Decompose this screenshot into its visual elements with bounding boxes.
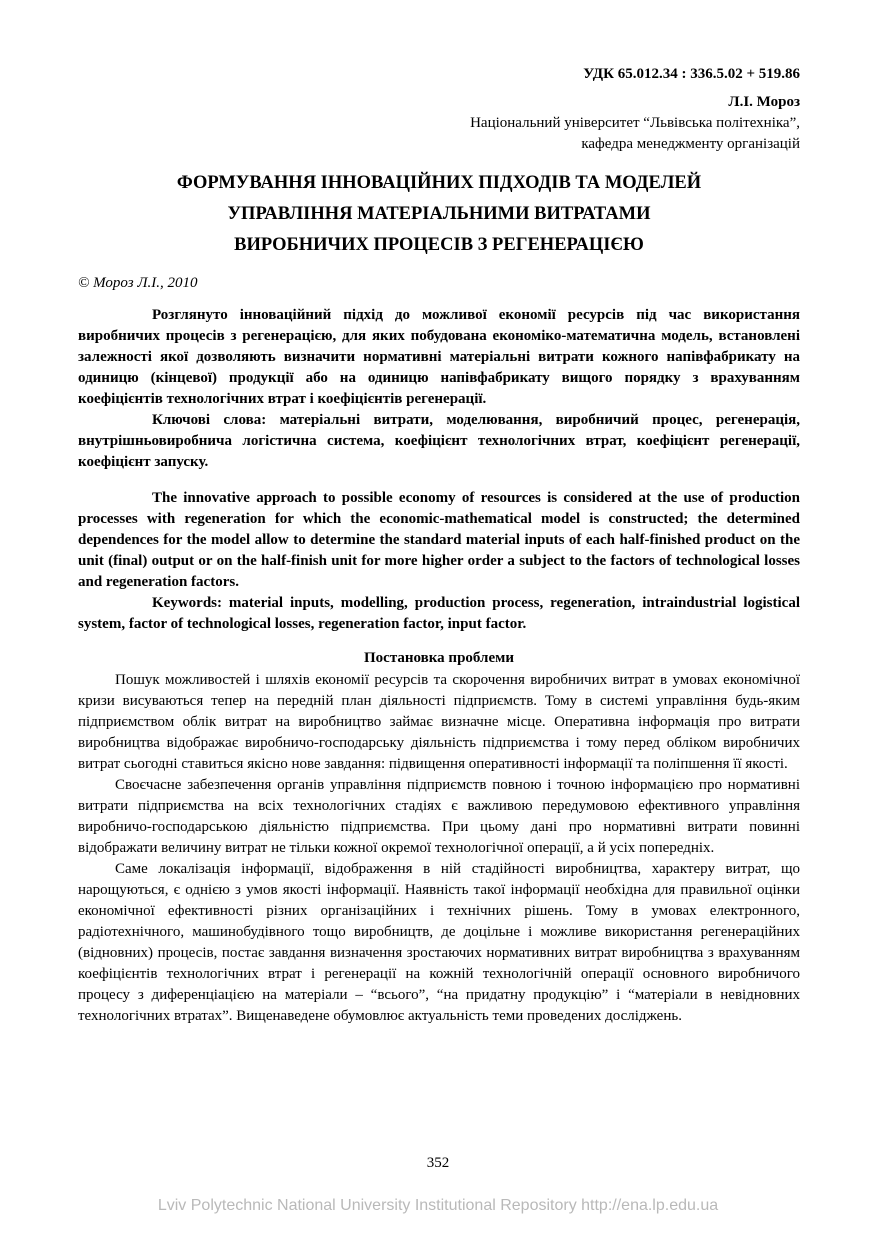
affiliation-line-1: Національний університет “Львівська політехніка”, <box>470 115 800 131</box>
title-line-3: ВИРОБНИЧИХ ПРОЦЕСІВ З РЕГЕНЕРАЦІЄЮ <box>234 235 644 255</box>
author-name: Л.І. Мороз <box>728 94 800 110</box>
paper-header <box>78 64 800 155</box>
body-paragraph-3: Саме локалізація інформації, відображення в ній стадійності виробництва, характеру витрат, що нарощуються, є однією з умов якості інформації. Наявність такої інформації необхідна для правильної оцінки економічної ефективності різних організаційних і технічних рішень. Тому в умовах електронного, радіотехнічного, машинобудівного тощо виробництв, де доцільне і можливе використання регенераційних (відновних) процесів, постає завдання визначення зростаючих нормативних витрат виробництва з врахуванням коефіцієнтів технологічних втрат і регенерації на кожній технологічній операції основного виробничого процесу з диференціацією на матеріали – “всього”, “на придатну продукцію” і “матеріали в невідновних технологічних втратах”. Вищенаведене обумовлює актуальність теми проведених досліджень. <box>78 861 800 1024</box>
page-number: 352 <box>426 1155 450 1171</box>
body-paragraph-2: Своєчасне забезпечення органів управління підприємств повною і точною інформацією про нормативні витрати підприємства на всіх технологічних стадіях є важливою передумовою ефективного управління виробничо-господарською діяльністю підприємства. При цьому дані про нормативні витрати повинні відображати величину витрат не тільки кожної окремої технологічної операції, а й усіх попередніх. <box>78 777 800 856</box>
abstract-ukrainian: Розглянуто інноваційний підхід до можливої економії ресурсів під час використання виробничих процесів з регенерацією, для яких побудована економіко-математична модель, встановлені залежності якої дозволяють визначити нормативні матеріальні витрати кожного напівфабрикату на одиницю (кінцевої) продукції або на одиницю напівфабрикату вищого порядку з врахуванням коефіцієнтів технологічних втрат і коефіцієнтів регенерації. <box>78 307 800 407</box>
udc-code: УДК 65.012.34 : 336.5.02 + 519.86 <box>583 66 800 82</box>
copyright-line: © Мороз Л.І., 2010 <box>78 275 198 291</box>
abstract-english: The innovative approach to possible economy of resources is considered at the use of production processes with regeneration for which the economic-mathematical model is constructed; the determined dependences for the model allow to determine the standard material inputs of each half-finished product on the unit (final) output or on the half-finish unit for more higher order a subject to the factors of technological losses and regeneration factors. <box>78 490 800 590</box>
repository-footer: Lviv Polytechnic National University Institutional Repository http://ena.lp.edu.ua <box>157 1197 719 1214</box>
keywords-ukrainian: Ключові слова: матеріальні витрати, моделювання, виробничий процес, регенерація, внутрішньовиробнича логістична система, коефіцієнт технологічних втрат, коефіцієнт регенерації, коефіцієнт запуску. <box>78 412 800 470</box>
paper-title <box>78 168 800 261</box>
title-line-1: ФОРМУВАННЯ ІННОВАЦІЙНИХ ПІДХОДІВ ТА МОДЕЛЕЙ <box>176 173 702 193</box>
section-heading: Постановка проблеми <box>364 650 514 666</box>
affiliation-line-2: кафедра менеджменту організацій <box>581 136 800 152</box>
keywords-english: Keywords: material inputs, modelling, production process, regeneration, intraindustrial logistical system, factor of technological losses, regeneration factor, input factor. <box>78 595 800 632</box>
title-line-2: УПРАВЛІННЯ МАТЕРІАЛЬНИМИ ВИТРАТАМИ <box>227 204 651 224</box>
body-paragraph-1: Пошук можливостей і шляхів економії ресурсів та скорочення виробничих витрат в умовах економічної кризи висуваються тепер на передній план діяльності підприємств. Тому в системі управління будь-яким підприємством облік витрат на виробництво займає визначне місце. Оперативна інформація про витрати виробництва відображає виробничо-господарську діяльність підприємства і тому перед обліком виробничих витрат сьогодні ставиться якісно нове завдання: підвищення оперативності інформації та поліпшення її якості. <box>78 672 800 772</box>
